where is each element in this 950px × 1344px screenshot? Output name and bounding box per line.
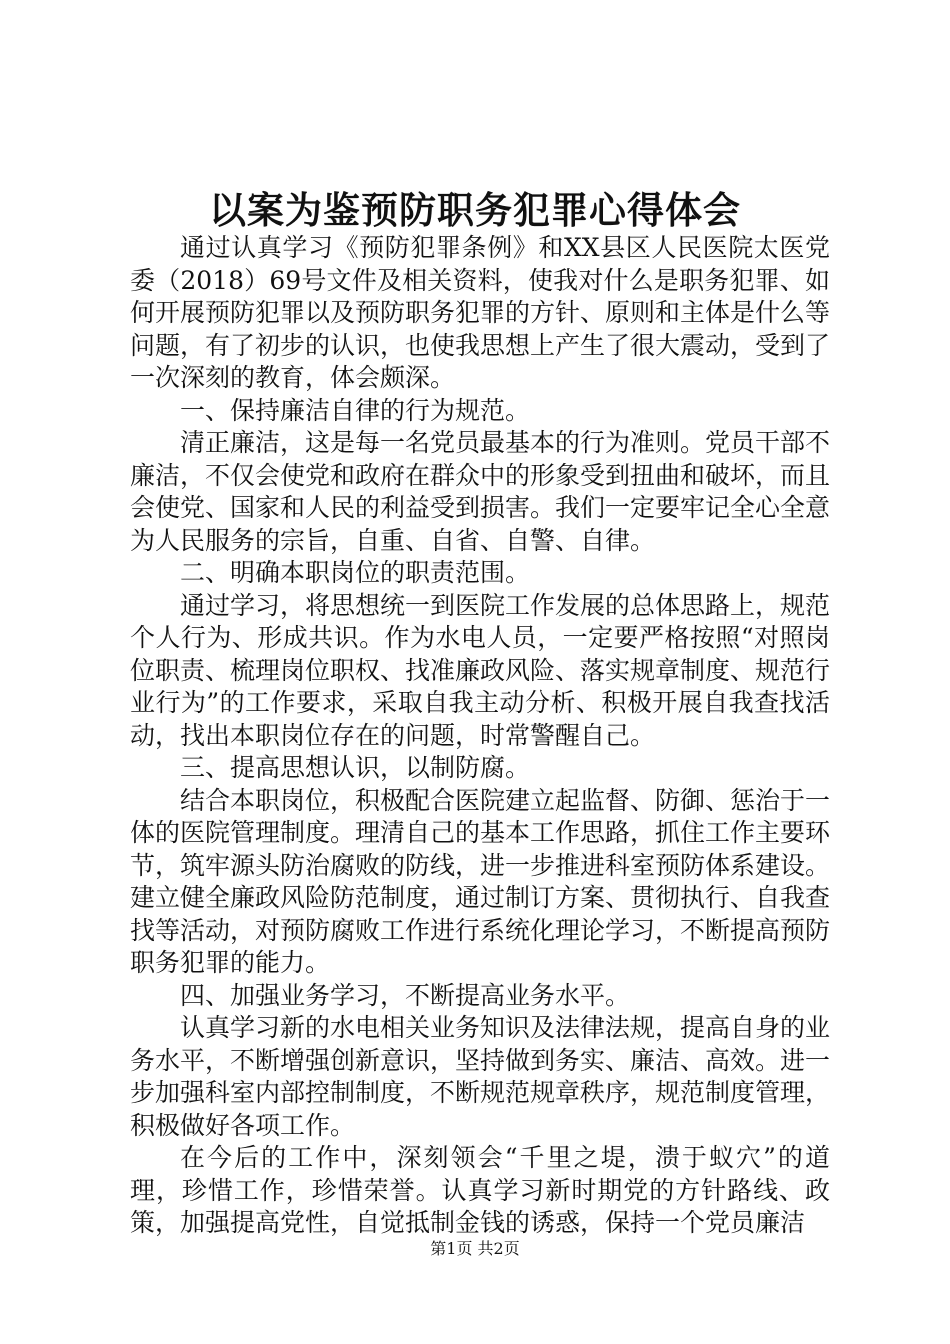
document-title: 以案为鉴预防职务犯罪心得体会 — [209, 188, 741, 232]
paragraph-section-4: 认真学习新的水电相关业务知识及法律法规，提高自身的业务水平，不断增强创新意识，坚持做到务实、廉洁、高效。进一步加强科室内部控制制度，不断规范规章秩序，规范制度管理，积极做好各项工作。 — [130, 1013, 831, 1140]
section-heading-3: 三、提高思想认识，以制防腐。 — [180, 753, 531, 782]
paragraph-intro: 通过认真学习《预防犯罪条例》和XX县区人民医院太医党委（2018）69号文件及相关资料，使我对什么是职务犯罪、如何开展预防犯罪以及预防职务犯罪的方针、原则和主体是什么等问题，有了初步的认识，也使我思想上产生了很大震动，受到了一次深刻的教育，体会颇深。 — [130, 233, 831, 392]
page-number-footer: 第1页 共2页 — [430, 1239, 520, 1258]
paragraph-section-2: 通过学习，将思想统一到医院工作发展的总体思路上，规范个人行为、形成共识。作为水电人员，一定要严格按照“对照岗位职责、梳理岗位职权、找准廉政风险、落实规章制度、规范行业行为”的工作要求，采取自我主动分析、积极开展自我查找活动，找出本职岗位存在的问题，时常警醒自己。 — [130, 590, 831, 750]
section-heading-4: 四、加强业务学习，不断提高业务水平。 — [180, 980, 631, 1010]
paragraph-conclusion: 在今后的工作中，深刻领会“千里之堤，溃于蚁穴”的道理，珍惜工作，珍惜荣誉。认真学习新时期党的方针路线、政策，加强提高党性，自觉抵制金钱的诱惑，保持一个党员廉洁 — [130, 1143, 830, 1237]
section-heading-1: 一、保持廉洁自律的行为规范。 — [180, 395, 531, 425]
section-heading-2: 二、明确本职岗位的职责范围。 — [180, 558, 531, 587]
paragraph-section-3: 结合本职岗位，积极配合医院建立起监督、防御、惩治于一体的医院管理制度。理清自己的基本工作思路，抓住工作主要环节，筑牢源头防治腐败的防线，进一步推进科室预防体系建设。建立健全廉政风险防范制度，通过制订方案、贯彻执行、自我查找等活动，对预防腐败工作进行系统化理论学习，不断提高预防职务犯罪的能力。 — [130, 785, 831, 977]
paragraph-section-1: 清正廉洁，这是每一名党员最基本的行为准则。党员干部不廉洁，不仅会使党和政府在群众中的形象受到扭曲和破坏，而且会使党、国家和人民的利益受到损害。我们一定要牢记全心全意为人民服务的宗旨，自重、自省、自警、自律。 — [130, 428, 831, 555]
document-body — [130, 232, 830, 1240]
